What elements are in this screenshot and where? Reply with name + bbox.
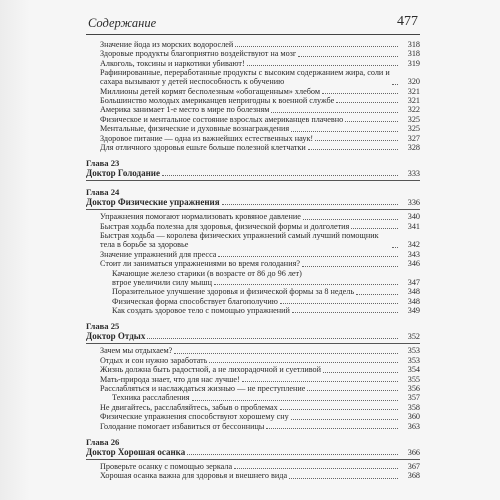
- dot-leader: [266, 428, 398, 429]
- toc-entry-text: Мать-природа знает, что для нас лучше!: [100, 374, 240, 384]
- toc-entry[interactable]: [100, 134, 420, 143]
- toc-entry-page: 318: [407, 40, 420, 49]
- dot-leader: [209, 362, 398, 363]
- toc-entry-page: 367: [407, 461, 420, 471]
- toc-entry[interactable]: [100, 124, 420, 133]
- chapter-23: [86, 158, 420, 181]
- dot-leader: [247, 65, 398, 66]
- chapter-title-row[interactable]: [86, 168, 420, 181]
- chapter-title: Доктор Хорошая осанка: [86, 446, 186, 457]
- toc-entry[interactable]: [100, 68, 420, 86]
- page-header: [86, 14, 420, 35]
- toc-entry-page: 354: [407, 365, 420, 375]
- dot-leader: [392, 247, 398, 248]
- dot-leader: [162, 175, 398, 176]
- dot-leader: [322, 93, 398, 94]
- toc-entry-text: Америка занимает 1-е место в мире по болезням: [100, 105, 270, 115]
- toc-entry-page: 360: [407, 412, 420, 422]
- dot-leader: [392, 84, 398, 85]
- toc-entry[interactable]: [100, 259, 420, 268]
- dot-leader: [291, 131, 398, 132]
- chapter-title: Доктор Отдых: [86, 331, 146, 342]
- chapter-page: 336: [407, 198, 420, 208]
- chapter-title-row[interactable]: [86, 447, 420, 460]
- dot-leader: [214, 284, 398, 285]
- toc-entry-page: 356: [407, 383, 420, 393]
- toc-entry-text: Упражнения помогают нормализовать кровяное давление: [100, 212, 301, 222]
- toc-entry[interactable]: [100, 143, 420, 152]
- dot-leader: [235, 46, 398, 47]
- toc-entry-text: Быстрая ходьба полезна для здоровья, физической формы и долголетия: [100, 221, 350, 231]
- chapter-number: Глава 23: [86, 158, 120, 169]
- toc-entry[interactable]: [100, 356, 420, 365]
- toc-entry-page: 348: [407, 287, 420, 297]
- toc-entry-text: Большинство молодых американцев непригодны к военной службе: [100, 96, 335, 106]
- toc-entry-page: 349: [407, 305, 420, 315]
- toc-entry-text: Хорошая осанка важна для здоровья и внешнего вида: [100, 471, 288, 481]
- toc-entry-page: 343: [407, 249, 420, 259]
- chapter-page: 366: [407, 447, 420, 457]
- dot-leader: [234, 468, 398, 469]
- running-title: Содержание: [88, 16, 157, 30]
- toc-entry-page: 321: [407, 96, 420, 106]
- toc-entry-text: Расслабляться и наслаждаться жизнью — не преступление: [100, 383, 306, 393]
- toc-entry-text: Зачем мы отдыхаем?: [100, 346, 173, 356]
- toc-entry[interactable]: [100, 105, 420, 114]
- toc-entry-text: Быстрая ходьба — королева физических упражнений самый лучший помощник тела в борьбе за здоровье: [100, 231, 379, 250]
- toc-entry-page: 347: [407, 277, 420, 287]
- toc-entry[interactable]: [100, 278, 420, 287]
- toc-entry-page: 357: [407, 393, 420, 403]
- toc-entry-page: 328: [407, 143, 420, 153]
- toc-entry-page: 318: [407, 49, 420, 59]
- toc-entry-text: Миллионы детей кормят бесполезным «обогащенным» хлебом: [100, 86, 320, 96]
- toc-entry-page: 353: [407, 346, 420, 356]
- toc-entry-text: Жизнь должна быть радостной, а не лихорадочной и суетливой: [100, 365, 322, 375]
- dot-leader: [147, 338, 398, 339]
- toc-entry-page: 368: [407, 471, 420, 481]
- chapter-25: [86, 321, 420, 344]
- dot-leader: [187, 454, 398, 455]
- toc-entry-text: Физическая форма способствует благополучию: [112, 296, 278, 306]
- toc-entry-text: Здоровые продукты благоприятно воздействуют на мозг: [100, 49, 297, 59]
- dot-leader: [315, 140, 398, 141]
- toc-entry-text: Для отличного здоровья ешьте больше полезной клетчатки: [100, 143, 306, 153]
- dot-leader: [280, 409, 398, 410]
- toc-entry-page: 358: [407, 402, 420, 412]
- chapter-title: Доктор Физические упражнения: [86, 197, 220, 208]
- toc-entry[interactable]: [100, 365, 420, 374]
- table-of-contents: [86, 40, 420, 481]
- dot-leader: [192, 400, 398, 401]
- toc-entry[interactable]: [100, 384, 420, 393]
- toc-entry[interactable]: [100, 96, 420, 105]
- toc-entry-text: Физическое и ментальное состояние взрослых американцев плачевно: [100, 114, 344, 124]
- toc-entry[interactable]: [100, 115, 420, 124]
- chapter-title-row[interactable]: [86, 197, 420, 210]
- toc-entry[interactable]: [100, 346, 420, 355]
- dot-leader: [280, 303, 398, 304]
- toc-entry[interactable]: [100, 269, 420, 278]
- toc-entry[interactable]: [100, 87, 420, 96]
- toc-entry-text: Голодание помогает избавиться от бессонницы: [100, 421, 265, 431]
- toc-entry-page: 353: [407, 355, 420, 365]
- toc-entry[interactable]: [100, 306, 420, 315]
- dot-leader: [302, 266, 398, 267]
- toc-entry[interactable]: [100, 471, 420, 480]
- toc-entry[interactable]: [100, 287, 420, 296]
- toc-entry-page: 346: [407, 259, 420, 269]
- toc-entry[interactable]: [100, 412, 420, 421]
- chapter-title: Доктор Голодание: [86, 168, 160, 179]
- toc-entry-text: Не двигайтесь, расслабляйтесь, забыв о проблемах: [100, 402, 278, 412]
- dot-leader: [307, 390, 398, 391]
- dot-leader: [345, 121, 398, 122]
- toc-entry[interactable]: [100, 222, 420, 231]
- toc-entry-text: Техника расслабления: [112, 393, 190, 403]
- dot-leader: [356, 294, 398, 295]
- dot-leader: [323, 372, 398, 373]
- toc-entry[interactable]: [100, 403, 420, 412]
- toc-entry-page: 340: [407, 212, 420, 222]
- toc-entry-text: Рафинированные, переработанные продукты с высоким содержанием жира, соли и сахара вызывают у детей неспособность к обучению: [100, 68, 390, 87]
- toc-entry-page: 342: [407, 240, 420, 250]
- chapter-number: Глава 25: [86, 321, 120, 332]
- toc-entry-page: 321: [407, 86, 420, 96]
- chapter-title-row[interactable]: [86, 331, 420, 344]
- dot-leader: [303, 219, 398, 220]
- chapter-number: Глава 26: [86, 436, 120, 447]
- toc-entry[interactable]: [100, 422, 420, 431]
- dot-leader: [292, 312, 398, 313]
- dot-leader: [289, 478, 398, 479]
- dot-leader: [291, 419, 398, 420]
- chapter-26: [86, 437, 420, 460]
- toc-entry[interactable]: [100, 49, 420, 58]
- toc-entry[interactable]: [100, 393, 420, 402]
- toc-entry-text: Значение йода из морских водорослей: [100, 40, 234, 49]
- toc-entry[interactable]: [100, 250, 420, 259]
- dot-leader: [351, 228, 398, 229]
- toc-entry-page: 348: [407, 296, 420, 306]
- chapter-page: 333: [407, 169, 420, 179]
- toc-entry[interactable]: [100, 59, 420, 68]
- dot-leader: [174, 353, 398, 354]
- toc-entry-text: Значение упражнений для пресса: [100, 249, 217, 259]
- chapter-number: Глава 24: [86, 187, 120, 198]
- toc-entry-text: Поразительное улучшение здоровья и физической формы за 8 недель: [112, 287, 355, 297]
- toc-entry-text: Отдых и сон нужно заработать: [100, 355, 208, 365]
- toc-entry-page: 341: [407, 221, 420, 231]
- toc-entry-page: 363: [407, 421, 420, 431]
- chapter-page: 352: [407, 332, 420, 342]
- toc-entry-text: Алкоголь, токсины и наркотики убивают!: [100, 58, 245, 68]
- toc-entry-text: Здоровое питание — одна из важнейших естественных наук!: [100, 133, 314, 143]
- dot-leader: [308, 149, 398, 150]
- toc-entry-page: 320: [407, 77, 420, 87]
- dot-leader: [222, 204, 398, 205]
- toc-entry[interactable]: [100, 297, 420, 306]
- toc-entry[interactable]: [100, 231, 420, 249]
- toc-entry-text: Физические упражнения способствуют хорошему сну: [100, 412, 289, 422]
- toc-entry-text: Стоит ли заниматься упражнениями во время голодания?: [100, 259, 300, 269]
- dot-leader: [298, 56, 398, 57]
- dot-leader: [242, 381, 398, 382]
- dot-leader: [271, 112, 398, 113]
- toc-entry[interactable]: [100, 40, 420, 49]
- chapter-24: [86, 187, 420, 210]
- toc-entry-page: 325: [407, 124, 420, 134]
- toc-entry-page: 327: [407, 133, 420, 143]
- toc-entry[interactable]: [100, 212, 420, 221]
- dot-leader: [336, 102, 398, 103]
- toc-entry[interactable]: [100, 462, 420, 471]
- toc-entry-page: 319: [407, 58, 420, 68]
- toc-entry-text: втрое увеличили силу мышц: [112, 277, 212, 287]
- toc-entry-text: Качающие железо старики (в возрасте от 86 до 96 лет): [112, 268, 302, 278]
- toc-entry-page: 322: [407, 105, 420, 115]
- page-number: 477: [397, 14, 418, 29]
- dot-leader: [218, 256, 398, 257]
- toc-entry[interactable]: [100, 375, 420, 384]
- toc-entry-page: 325: [407, 114, 420, 124]
- toc-entry-text: Проверьте осанку с помощью зеркала: [100, 461, 233, 471]
- toc-entry-text: Как создать здоровое тело с помощью упражнений: [112, 305, 290, 315]
- toc-entry-text: Ментальные, физические и духовные вознаграждения: [100, 124, 290, 134]
- toc-entry-page: 355: [407, 374, 420, 384]
